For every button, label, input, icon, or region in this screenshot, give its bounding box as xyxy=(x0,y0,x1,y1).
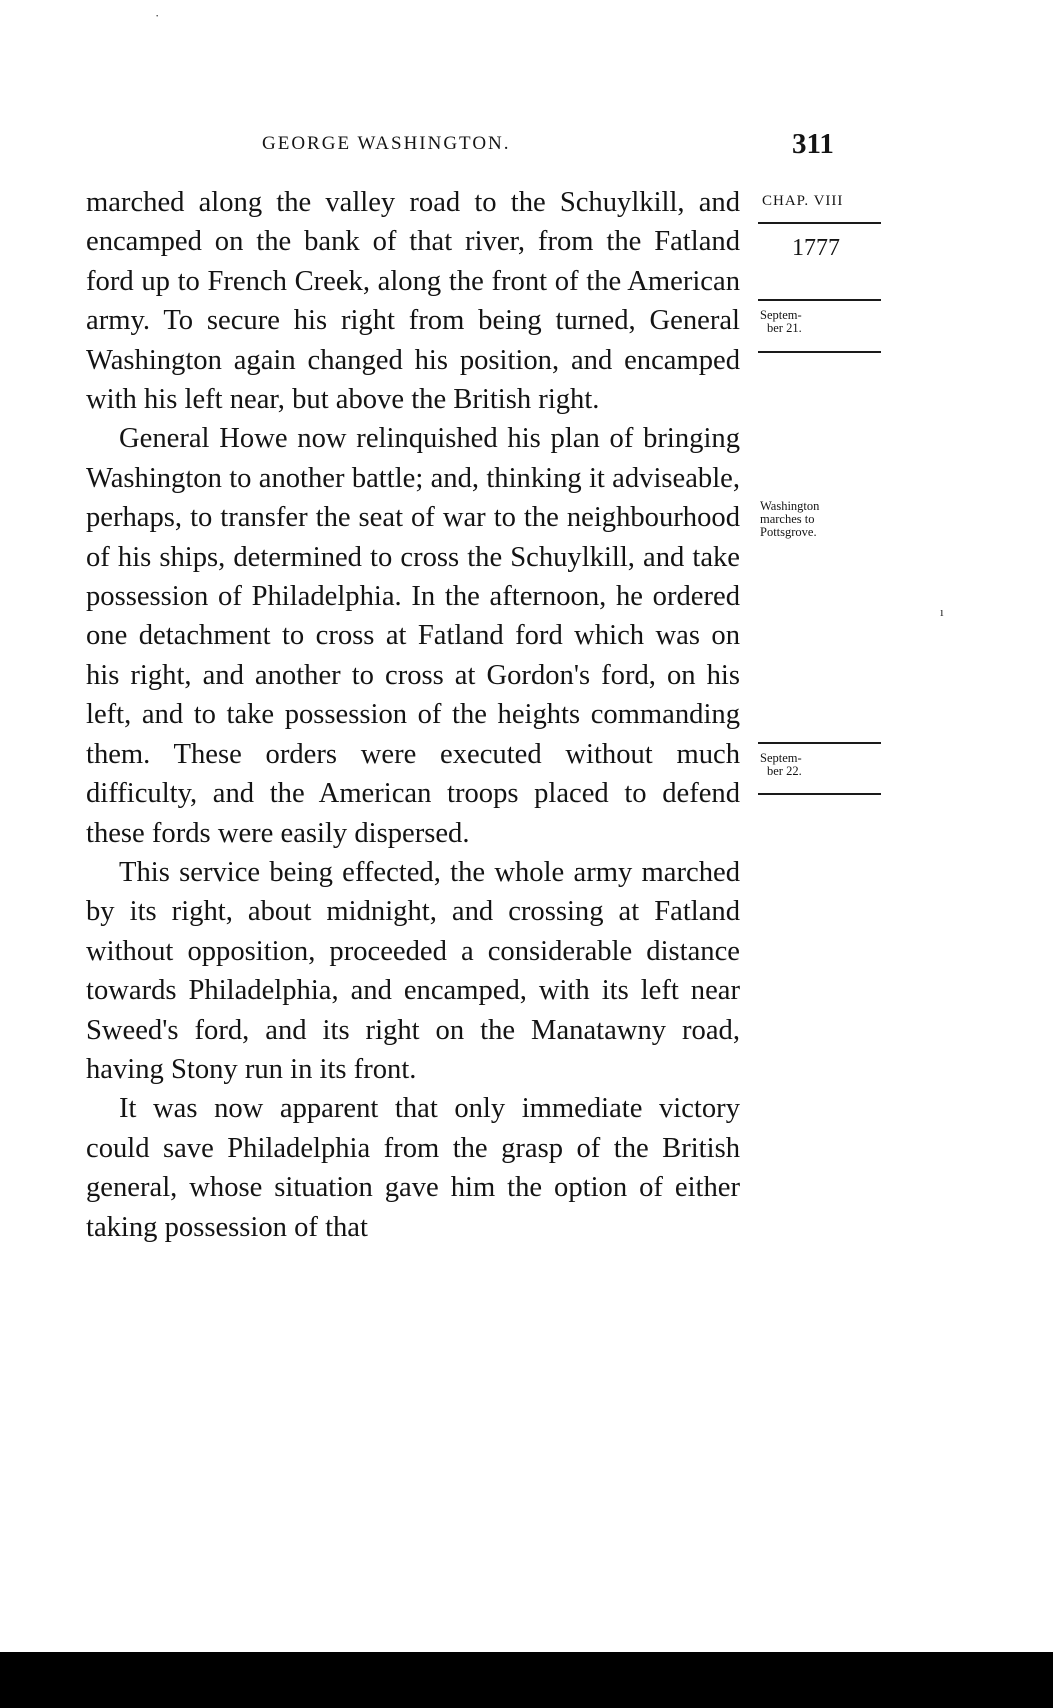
page-number: 311 xyxy=(792,128,834,160)
running-header: GEORGE WASHINGTON. xyxy=(262,133,511,154)
note-line: marches to xyxy=(760,512,815,526)
scan-speck: · xyxy=(155,8,160,23)
main-text xyxy=(86,183,740,1247)
margin-year: 1777 xyxy=(792,235,840,261)
note-rule-top xyxy=(758,299,881,301)
note-line: ber 22. xyxy=(767,764,802,778)
margin-note-date xyxy=(760,752,890,778)
margin-note-march xyxy=(760,500,890,539)
margin-note-date xyxy=(760,309,890,335)
note-rule-bottom xyxy=(758,351,881,353)
note-line: Septem- xyxy=(760,751,802,765)
paragraph: It was now apparent that only immediate victory could save Philadelphia from the grasp of the British general, whose situation gave him the option of either taking possession of that xyxy=(86,1093,740,1243)
note-rule-bottom xyxy=(758,793,881,795)
chapter-reference: CHAP. VIII xyxy=(762,193,844,209)
scan-bottom-bar xyxy=(0,1652,1053,1708)
chapter-rule xyxy=(758,222,881,224)
paragraph: This service being effected, the whole army marched by its right, about midnight, and crossing at Fatland without opposition, proceeded a considerable distance towards Philadelphia, and encamped, with its left near Sweed's ford, and its right on the Manatawny road, having Stony run in its front. xyxy=(86,856,740,1085)
paragraph: marched along the valley road to the Schuylkill, and encamped on the bank of that river, from the Fatland ford up to French Creek, along the front of the American army. To secure his right from being turned, General Washington again changed his position, and encamped with his left near, but above the British right. xyxy=(86,187,740,416)
paragraph: General Howe now relinquished his plan of bringing Washington to another battle; and, thinking it adviseable, perhaps, to transfer the seat of war to the neighbourhood of his ships, determined to cross the Schuylkill, and take possession of Philadelphia. In the afternoon, he ordered one detachment to cross at Fatland ford which was on his right, and another to cross at Gordon's ford, on his left, and to take possession of the heights commanding them. These orders were executed without much difficulty, and the American troops placed to defend these fords were easily dispersed. xyxy=(86,423,740,849)
note-rule-top xyxy=(758,742,881,744)
note-line: Washington xyxy=(760,499,820,513)
note-line: ber 21. xyxy=(767,321,802,335)
note-line: Septem- xyxy=(760,308,802,322)
scan-speck: ı xyxy=(940,604,944,619)
note-line: Pottsgrove. xyxy=(760,525,817,539)
